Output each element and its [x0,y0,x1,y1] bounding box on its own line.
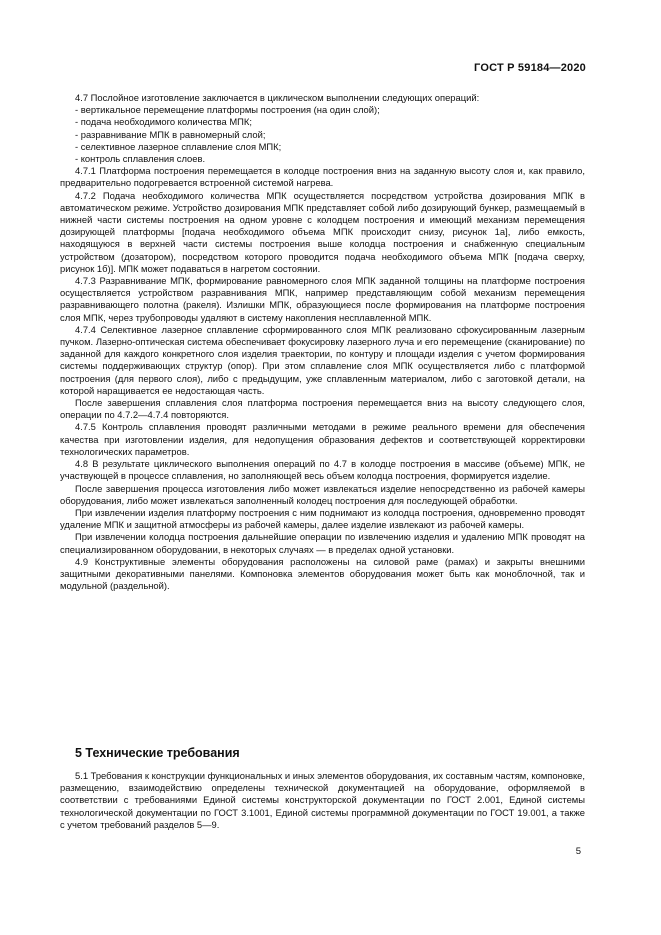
paragraph-4-7-4: 4.7.4 Селективное лазерное сплавление сформированного слоя МПК реализовано сфокусированным лазерным пучком. Лазерно-оптическая система обеспечивает фокусировку лазерного луча и его перемещение (сканирование) по заданной для каждого конкретного слоя изделия траектории, по контуру и площади изделия с учетом формирования системы поддерживающих структур (опор). При этом сплавление слоя МПК осуществляется либо с платформой построения (для первого слоя), либо с предыдущим, уже сплавленным материалом, либо с заготовкой детали, на которой наращивается ее недостающая часть. [60,323,585,396]
paragraph-4-9: 4.9 Конструктивные элементы оборудования расположены на силовой раме (рамах) и закрыты внешними защитными декоративными панелями. Компоновка элементов оборудования может быть как моноблочной, так и модульной (раздельной). [60,555,585,592]
standard-id-header: ГОСТ Р 59184—2020 [474,62,586,74]
paragraph-4-7-3: 4.7.3 Разравнивание МПК, формирование равномерного слоя МПК заданной толщины на платформе построения осуществляется устройством разравнивания МПК, например представляющим собой механизм перемещения разравнивающего полотна (ракеля). Излишки МПК, образующиеся после формирования на платформе построения слоя МПК, через трубопроводы удаляют в систему накопления несплавленной МПК. [60,275,585,323]
page-number: 5 [575,846,581,857]
paragraph-4-7-2: 4.7.2 Подача необходимого количества МПК осуществляется посредством устройства дозирования МПК в автоматическом режиме. Устройство дозирования МПК представляет собой либо дозирующий бункер, размещаемый в нижней части системы построения на одном уровне с колодцем построения и имеющий механизм перемещения дозирующей платформы [подача необходимого объема МПК происходит снизу, рисунок 1а], либо емкость, находящуюся в верхней части системы построения выше колодца построения и снабженную специальным устройством (дозатором), посредством которого проводится подача необходимого объема МПК [подача сверху, рисунок 1б)]. МПК может подаваться в нагретом состоянии. [60,189,585,274]
list-item: - селективное лазерное сплавление слоя МПК; [75,140,282,152]
paragraph-5-1: 5.1 Требования к конструкции функциональных и иных элементов оборудования, их составным частям, компоновке, размещению, взаимодействию определены технической документацией на оборудование, оформляемой в соответствии с требованиями Единой системы конструкторской документации по ГОСТ 2.001, Единой системы технологической документации по ГОСТ 3.1001, Единой системы программной документации по ГОСТ 19.001, а также с учетом требований разделов 5—9. [60,770,585,830]
paragraph-4-8-cont-1: После завершения процесса изготовления либо может извлекаться изделие непосредственно из рабочей камеры оборудования, либо может извлекаться заполненный колодец построения для последующей обработки. [60,482,585,506]
section-5-body [60,770,585,831]
section-5-heading: 5 Технические требования [75,746,240,760]
list-item: - вертикальное перемещение платформы построения (на один слой); [75,104,380,116]
paragraph-4-8-cont-3: При извлечении колодца построения дальнейшие операции по извлечению изделия и удалению МПК проводят на специализированном оборудовании, в некоторых случаях — в пределах одной установки. [60,531,585,555]
paragraph-4-7-5: 4.7.5 Контроль сплавления проводят различными методами в режиме реального времени для обеспечения качества при изготовлении изделия, для недопущения образования дефектов и соответствующей корректировки технологических параметров. [60,421,585,457]
paragraph-4-8-cont-2: При извлечении изделия платформу построения с ним поднимают из колодца построения, одновременно проводят удаление МПК и защитной атмосферы из рабочей камеры, далее изделие извлекают из рабочей камеры. [60,506,585,531]
paragraph-4-8: 4.8 В результате циклического выполнения операций по 4.7 в колодце построения в массиве (объеме) МПК, не участвующей в процессе сплавления, но заполняющей весь объем колодца построения, формируется изделие. [60,458,585,482]
paragraph-4-7-1: 4.7.1 Платформа построения перемещается в колодце построения вниз на заданную высоту слоя и, как правило, предварительно подогревается встроенной системой нагрева. [60,165,585,189]
paragraph-4-7: 4.7 Послойное изготовление заключается в циклическом выполнении следующих операций: [75,92,480,103]
paragraph-4-7-4-cont: После завершения сплавления слоя платформа построения перемещается вниз на высоту следующего слоя, операции по 4.7.2—4.7.4 повторяются. [60,397,585,421]
list-item: - разравнивание МПК в равномерный слой; [75,128,266,140]
body-text [60,92,585,592]
list-item: - контроль сплавления слоев. [75,153,206,165]
list-item: - подача необходимого количества МПК; [75,116,252,128]
